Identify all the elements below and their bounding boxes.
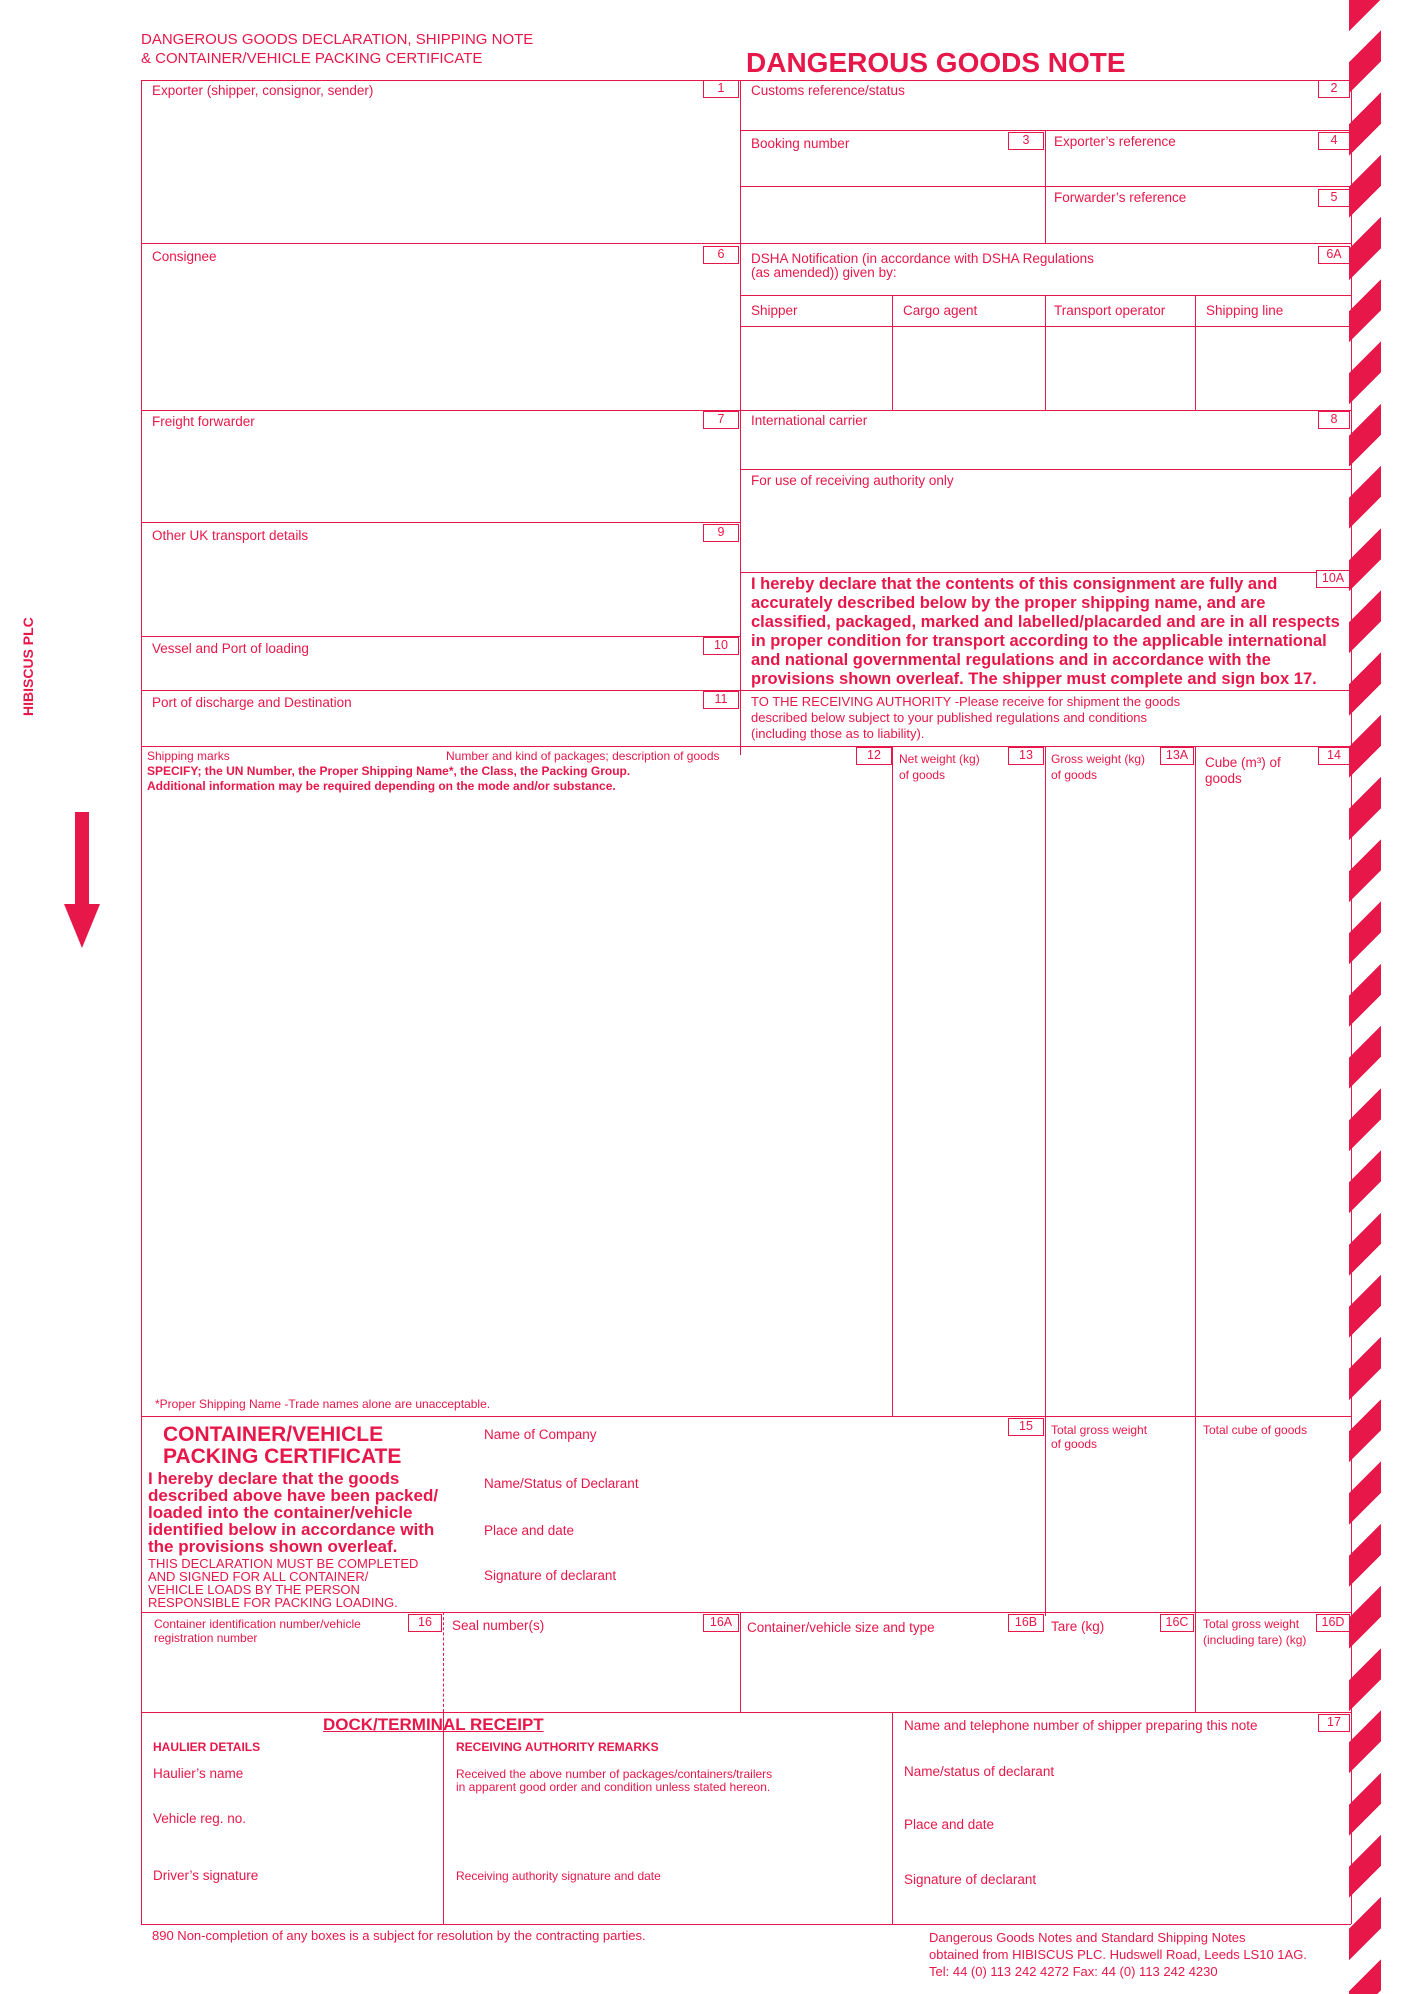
box-number: 6	[703, 246, 739, 264]
box-number: 2	[1318, 80, 1350, 98]
label-haulier-name: Haulier’s name	[153, 1766, 244, 1781]
label-cube-2: goods	[1205, 771, 1242, 786]
box-number: 6A	[1318, 246, 1350, 264]
label-vehicle-reg: Vehicle reg. no.	[153, 1811, 247, 1826]
dsha-shipper: Shipper	[751, 303, 798, 318]
header-subtitle-1: DANGEROUS GOODS DECLARATION, SHIPPING NOTE	[141, 31, 534, 48]
box-number: 9	[703, 524, 739, 542]
box-number: 10A	[1316, 570, 1350, 588]
label-other-uk: Other UK transport details	[152, 528, 309, 543]
box-number: 12	[856, 747, 892, 765]
footer-right: Dangerous Goods Notes and Standard Shipping Notes obtained from HIBISCUS PLC. Hudswell Road, Leeds LS10 1AG. Tel: 44 (0) 113 242 4272 Fax: 44 (0) 113 242 4230	[929, 1930, 1307, 1979]
label-remarks: RECEIVING AUTHORITY REMARKS	[456, 1740, 659, 1754]
label-received: Received the above number of packages/containers/trailers	[456, 1767, 773, 1781]
label-vessel: Vessel and Port of loading	[152, 641, 309, 656]
label-ra-signature: Receiving authority signature and date	[456, 1869, 661, 1883]
label-company: Name of Company	[484, 1427, 597, 1442]
dsha-transport-operator: Transport operator	[1054, 303, 1166, 318]
label-shipping-marks: Shipping marks	[147, 749, 230, 763]
footnote-psn: *Proper Shipping Name -Trade names alone are unacceptable.	[155, 1397, 491, 1411]
packing-title: CONTAINER/VEHICLE PACKING CERTIFICATE	[163, 1423, 402, 1468]
down-arrow-icon	[62, 812, 102, 952]
label-container-id: Container identification number/vehicle	[154, 1617, 361, 1631]
box-number: 16C	[1160, 1614, 1194, 1632]
label-receiving-use: For use of receiving authority only	[751, 473, 954, 488]
label-total-gross-tare: Total gross weight	[1203, 1617, 1300, 1631]
side-brand: HIBISCUS PLC	[20, 617, 36, 716]
label-dock-place: Place and date	[904, 1817, 995, 1832]
label-booking: Booking number	[751, 136, 850, 151]
label-haulier-details: HAULIER DETAILS	[153, 1740, 261, 1754]
label-dock-declarant: Name/status of declarant	[904, 1764, 1055, 1779]
receiving-note: TO THE RECEIVING AUTHORITY -Please receive for shipment the goods described below subject to your published regulations and conditions (including those as to liability).	[751, 694, 1181, 741]
label-freight-forwarder: Freight forwarder	[152, 414, 255, 429]
label-declarant-status: Name/Status of Declarant	[484, 1476, 639, 1491]
label-specify: SPECIFY; the UN Number, the Proper Shipping Name*, the Class, the Packing Group.	[147, 764, 631, 778]
label-packages: Number and kind of packages; description of goods	[446, 749, 720, 763]
box-number: 13A	[1160, 747, 1194, 765]
label-net-weight-2: of goods	[899, 768, 946, 782]
packing-note: THIS DECLARATION MUST BE COMPLETED AND SIGNED FOR ALL CONTAINER/ VEHICLE LOADS BY THE PERSON RESPONSIBLE FOR PACKING LOADING.	[148, 1556, 419, 1610]
dock-title: DOCK/TERMINAL RECEIPT	[323, 1715, 544, 1734]
box-number: 16D	[1316, 1614, 1350, 1632]
label-additional: Additional information may be required depending on the mode and/or substance.	[147, 779, 616, 793]
box-number: 13	[1008, 747, 1044, 765]
label-total-gross-tare-2: (including tare) (kg)	[1203, 1633, 1307, 1647]
label-received-2: in apparent good order and condition unless stated hereon.	[456, 1780, 771, 1794]
box-number: 15	[1008, 1418, 1044, 1436]
label-total-cube: Total cube of goods	[1203, 1423, 1308, 1437]
label-total-gross-2: of goods	[1051, 1437, 1098, 1451]
box-number: 4	[1318, 132, 1350, 150]
box-number: 16B	[1008, 1614, 1044, 1632]
label-gross-weight: Gross weight (kg)	[1051, 752, 1146, 766]
label-seal: Seal number(s)	[452, 1618, 545, 1633]
label-container-size: Container/vehicle size and type	[747, 1620, 935, 1635]
label-customs: Customs reference/status	[751, 83, 905, 98]
box-number: 5	[1318, 189, 1350, 207]
page-title: DANGEROUS GOODS NOTE	[746, 47, 1126, 78]
hazard-stripe	[1349, 0, 1381, 1994]
label-dock-signature: Signature of declarant	[904, 1872, 1037, 1887]
label-exporter-ref: Exporter’s reference	[1054, 134, 1176, 149]
label-intl-carrier: International carrier	[751, 413, 868, 428]
box-number: 16A	[703, 1614, 739, 1632]
label-dsha-2: (as amended)) given by:	[751, 265, 897, 280]
label-place-date: Place and date	[484, 1523, 575, 1538]
label-forwarder-ref: Forwarder’s reference	[1054, 190, 1187, 205]
box-number: 3	[1008, 132, 1044, 150]
label-driver-signature: Driver’s signature	[153, 1868, 259, 1883]
footer-left: 890 Non-completion of any boxes is a subject for resolution by the contracting parties.	[152, 1928, 646, 1943]
label-tare: Tare (kg)	[1051, 1619, 1105, 1634]
packing-declaration: I hereby declare that the goods described above have been packed/ loaded into the container/vehicle identified below in accordance with the provisions shown overleaf.	[148, 1469, 439, 1556]
box-number: 8	[1318, 411, 1350, 429]
label-gross-weight-2: of goods	[1051, 768, 1098, 782]
box-number: 7	[703, 411, 739, 429]
declaration-10a: I hereby declare that the contents of this consignment are fully and accurately described below by the proper shipping name, and are classified, packaged, marked and labelled/placarded and are in all respects in proper condition for transport according to the applicable international and national governmental regulations and in accordance with the provisions shown overleaf. The shipper must complete and sign box 17.	[751, 575, 1340, 688]
label-cube: Cube (m³) of	[1205, 755, 1281, 770]
label-discharge: Port of discharge and Destination	[152, 695, 352, 710]
label-net-weight: Net weight (kg)	[899, 752, 980, 766]
dsha-cargo-agent: Cargo agent	[903, 303, 978, 318]
box-number: 16	[408, 1614, 442, 1632]
box-number: 17	[1318, 1714, 1350, 1732]
label-container-id-2: registration number	[154, 1631, 258, 1645]
box-number: 1	[703, 80, 739, 98]
box-number: 11	[703, 691, 739, 709]
dsha-shipping-line: Shipping line	[1206, 303, 1284, 318]
label-exporter: Exporter (shipper, consignor, sender)	[152, 83, 374, 98]
label-consignee: Consignee	[152, 249, 217, 264]
box-number: 14	[1318, 747, 1350, 765]
box-number: 10	[703, 637, 739, 655]
label-signature: Signature of declarant	[484, 1568, 617, 1583]
label-total-gross: Total gross weight	[1051, 1423, 1148, 1437]
label-dsha: DSHA Notification (in accordance with DSHA Regulations	[751, 251, 1094, 266]
header-subtitle-2: & CONTAINER/VEHICLE PACKING CERTIFICATE	[141, 50, 483, 67]
label-shipper-tel: Name and telephone number of shipper preparing this note	[904, 1718, 1258, 1733]
